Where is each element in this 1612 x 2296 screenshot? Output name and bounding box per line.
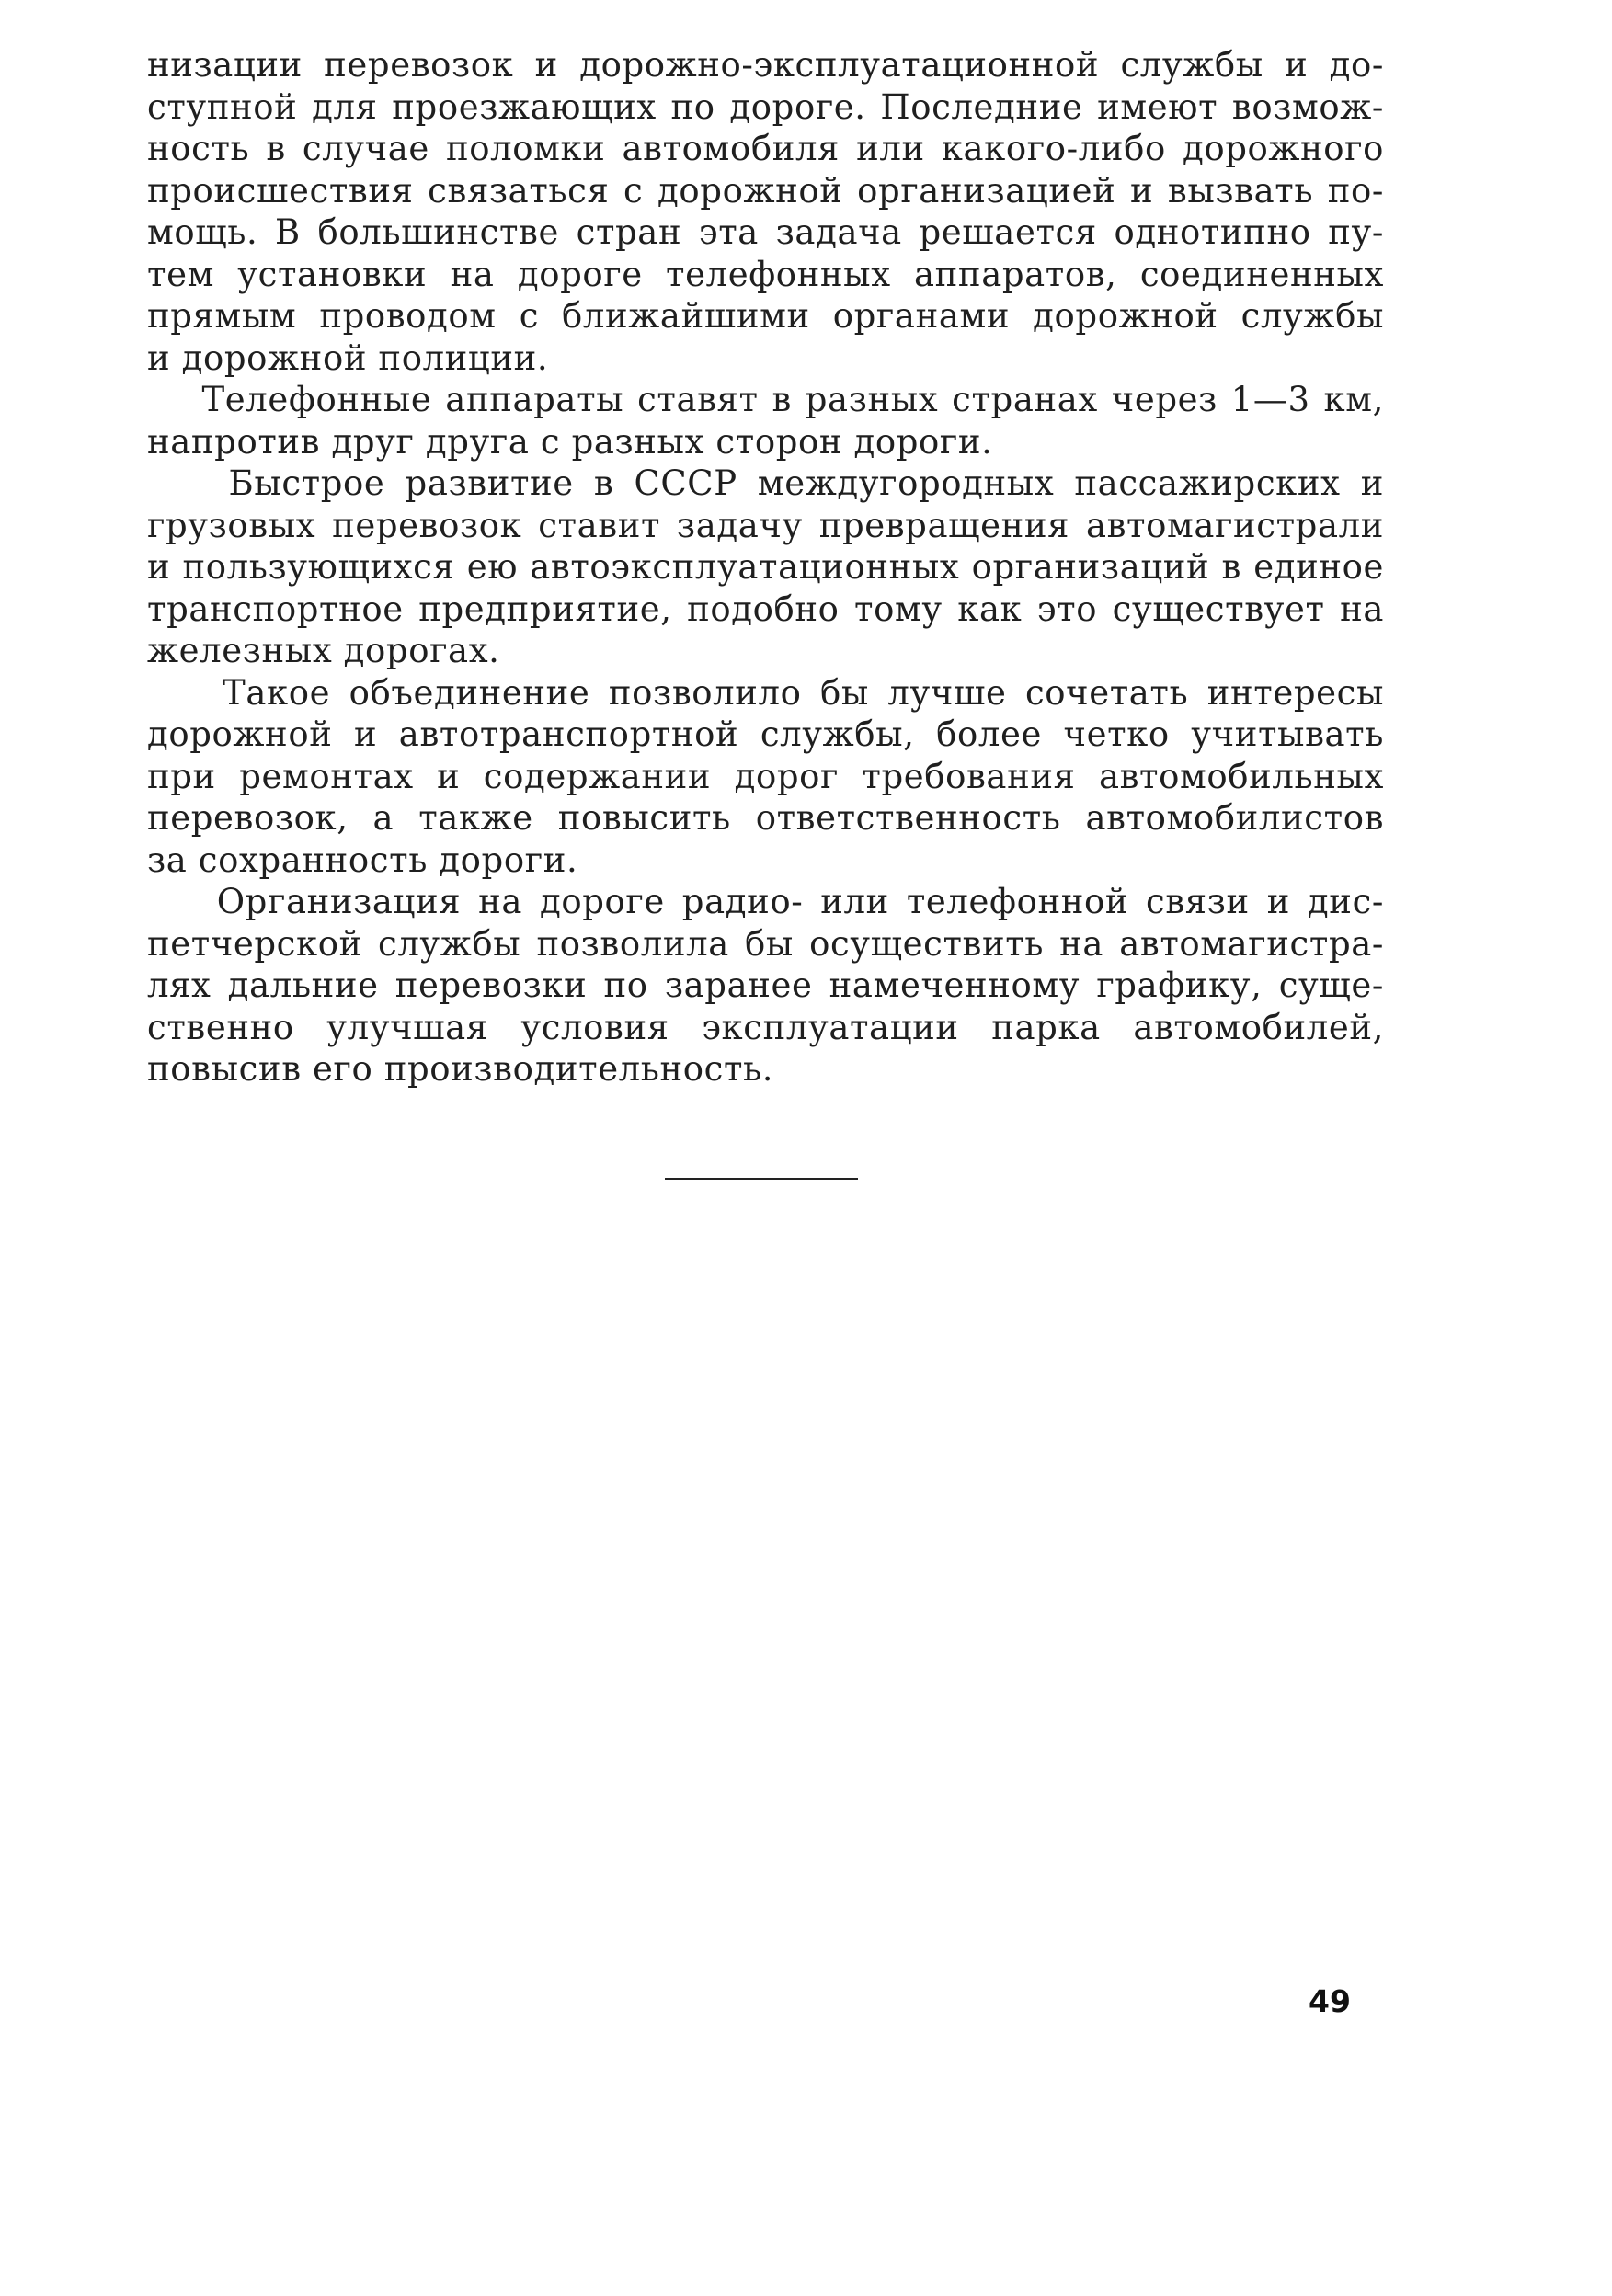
text-line: тем установки на дороге телефонных аппаратов, соединенных — [147, 254, 1384, 294]
text-line: дорожной и автотранспортной службы, более четко учитывать — [147, 714, 1384, 754]
text-line: Телефонные аппараты ставят в разных странах через 1—3 км, — [147, 380, 1384, 419]
body-text — [147, 44, 1384, 1091]
text-line: прямым проводом с ближайшими органами дорожной службы — [147, 296, 1384, 336]
text-line: ность в случае поломки автомобиля или какого-либо дорожного — [147, 129, 1384, 168]
text-line: грузовых перевозок ставит задачу превращения автомагистрали — [147, 505, 1384, 545]
text-line: петчерской службы позволила бы осуществить на автомагистра- — [147, 923, 1384, 964]
text-line: повысив его производительность. — [147, 1049, 774, 1089]
text-line: мощь. В большинстве стран эта задача решается однотипно пу- — [147, 212, 1384, 252]
text-line: транспортное предприятие, подобно тому как это существует на — [147, 588, 1384, 629]
text-line: ственно улучшая условия эксплуатации парка автомобилей, — [147, 1007, 1384, 1047]
text-line: Такое объединение позволило бы лучше сочетать интересы — [147, 672, 1384, 713]
text-line: и дорожной полиции. — [147, 337, 549, 378]
text-line: Организация на дороге радио- или телефонной связи и дис- — [147, 882, 1384, 921]
text-line: железных дорогах. — [147, 631, 500, 670]
page-number: 49 — [1309, 1983, 1351, 2019]
text-line: при ремонтах и содержании дорог требования автомобильных — [147, 756, 1384, 796]
text-line: низации перевозок и дорожно-эксплуатационной службы и до- — [147, 45, 1384, 85]
text-line: лях дальние перевозки по заранее намеченному графику, суще- — [147, 965, 1384, 1005]
text-line: Быстрое развитие в СССР междугородных пассажирских и — [147, 463, 1384, 503]
text-line: перевозок, а также повысить ответственность автомобилистов — [147, 798, 1384, 838]
text-line: ступной для проезжающих по дороге. Последние имеют возмож- — [147, 86, 1384, 127]
text-line: и пользующихся ею автоэксплуатационных организаций в единое — [147, 547, 1384, 587]
section-divider — [665, 1178, 858, 1180]
text-line: происшествия связаться с дорожной организацией и вызвать по- — [147, 170, 1384, 211]
text-line: за сохранность дороги. — [147, 840, 578, 880]
text-line: напротив друг друга с разных сторон дороги. — [147, 421, 993, 462]
